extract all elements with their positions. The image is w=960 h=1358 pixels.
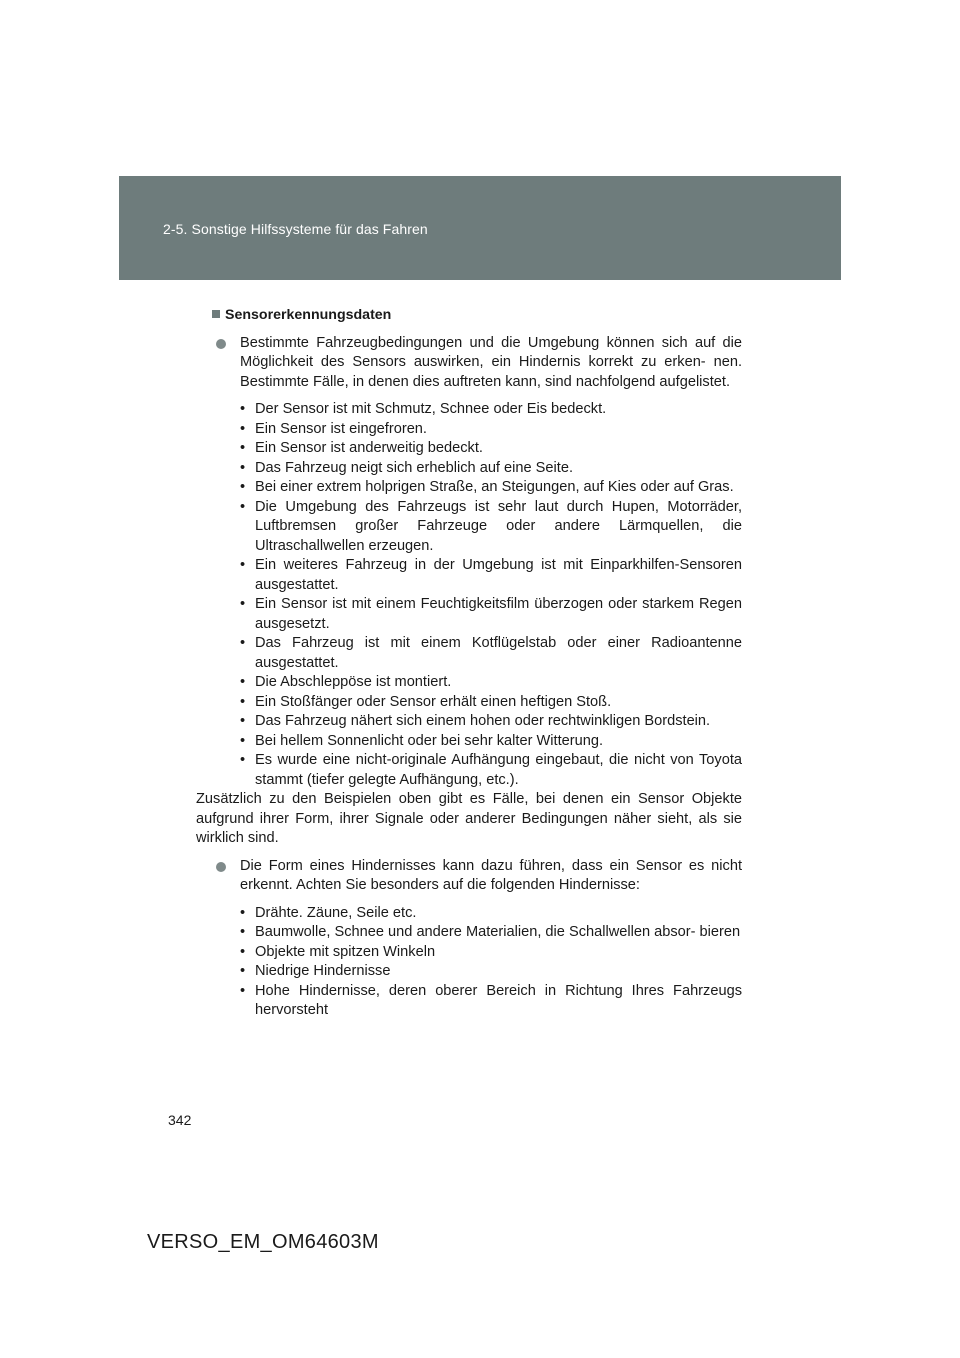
circle-item-2 xyxy=(216,857,742,896)
bullet-item-text: Es wurde eine nicht-originale Aufhängung eingebaut, die nicht von Toyota stammt (tiefer gelegte Aufhängung, etc.). xyxy=(255,752,742,788)
bullet-item xyxy=(240,923,742,943)
section-title: 2-5. Sonstige Hilfssysteme für das Fahren xyxy=(163,221,428,237)
document-code: VERSO_EM_OM64603M xyxy=(147,1231,379,1253)
bullet-dot-icon: • xyxy=(240,752,246,768)
bullet-item xyxy=(240,400,742,420)
bullet-item xyxy=(240,439,742,459)
bullet-dot-icon: • xyxy=(240,943,246,960)
bullet-dot-icon: • xyxy=(240,904,246,921)
bullet-dot-icon: • xyxy=(240,963,246,979)
bullet-item xyxy=(240,498,742,557)
bullet-item xyxy=(240,982,742,1021)
bullet-item-text: Ein Sensor ist anderweitig bedeckt. xyxy=(255,440,483,456)
bullet-dot-icon: • xyxy=(240,420,246,437)
bullet-dot-icon: • xyxy=(240,713,246,729)
circle-item-1-text: Bestimmte Fahrzeugbedingungen und die Umgebung können sich auf die Möglichkeit des Sensors auswirken, ein Hindernis korrekt zu erken- nen. Bestimmte Fälle, in denen dies auftreten kann, sind nachfolgend aufgelistet. xyxy=(240,334,742,390)
bullet-item-text: Ein weiteres Fahrzeug in der Umgebung ist mit Einparkhilfen-Sensoren ausgestattet. xyxy=(255,557,742,593)
page-number: 342 xyxy=(168,1112,192,1128)
bullet-item-text: Ein Stoßfänger oder Sensor erhält einen heftigen Stoß. xyxy=(255,693,612,710)
circle-item-1 xyxy=(216,334,742,393)
bullet-dot-icon: • xyxy=(240,498,246,515)
main-content xyxy=(196,306,742,1021)
bullet-dot-icon: • xyxy=(240,982,246,999)
bullet-item xyxy=(240,673,742,693)
bullet-item-text: Ein Sensor ist eingefroren. xyxy=(255,420,427,437)
bullet-item xyxy=(240,595,742,634)
subsection-heading xyxy=(212,306,742,326)
bullet-dot-icon: • xyxy=(240,674,246,690)
header-band xyxy=(119,176,841,280)
bullet-dot-icon: • xyxy=(240,557,246,573)
bullet-dot-icon: • xyxy=(240,479,246,495)
square-bullet-icon xyxy=(212,310,220,318)
bullet-item xyxy=(240,732,742,752)
bullet-item xyxy=(240,556,742,595)
bullet-dot-icon: • xyxy=(240,401,246,417)
bullet-item xyxy=(240,634,742,673)
bullet-item xyxy=(240,962,742,982)
bullet-item-text: Der Sensor ist mit Schmutz, Schnee oder Eis bedeckt. xyxy=(255,401,607,417)
bullet-dot-icon: • xyxy=(240,459,246,476)
bullet-item-text: Ein Sensor ist mit einem Feuchtigkeitsfilm überzogen oder starkem Regen ausgesetzt. xyxy=(255,596,742,632)
bullet-list-2 xyxy=(240,904,742,1021)
bullet-item xyxy=(240,478,742,498)
bullet-item-text: Bei hellem Sonnenlicht oder bei sehr kalter Witterung. xyxy=(255,732,603,749)
bullet-item xyxy=(240,751,742,790)
bullet-item-text: Das Fahrzeug neigt sich erheblich auf eine Seite. xyxy=(255,459,574,476)
circle-item-2-text: Die Form eines Hindernisses kann dazu führen, dass ein Sensor es nicht erkennt. Achten Sie besonders auf die folgenden Hindernisse: xyxy=(240,857,742,893)
bullet-item xyxy=(240,712,742,732)
bullet-dot-icon: • xyxy=(240,635,246,651)
bullet-item xyxy=(240,943,742,963)
bullet-item-text: Die Umgebung des Fahrzeugs ist sehr laut durch Hupen, Motorräder, Luftbremsen großer Fahrzeuge oder andere Lärmquellen, die Ultraschallwellen erzeugen. xyxy=(255,498,742,554)
bullet-item-text: Drähte. Zäune, Seile etc. xyxy=(255,904,417,921)
note-paragraph: Zusätzlich zu den Beispielen oben gibt es Fälle, bei denen ein Sensor Objekte aufgrund ihrer Form, ihrer Signale oder anderer Bedingungen näher sieht, als sie wirklich sind. xyxy=(196,791,742,846)
bullet-dot-icon: • xyxy=(240,732,246,749)
bullet-item-text: Niedrige Hindernisse xyxy=(255,963,391,979)
bullet-item xyxy=(240,693,742,713)
bullet-list-1 xyxy=(240,400,742,790)
bullet-item-text: Objekte mit spitzen Winkeln xyxy=(255,943,436,960)
bullet-item-text: Hohe Hindernisse, deren oberer Bereich in Richtung Ihres Fahrzeugs hervorsteht xyxy=(255,982,742,1018)
bullet-item-text: Das Fahrzeug ist mit einem Kotflügelstab oder einer Radioantenne ausgestattet. xyxy=(255,635,742,671)
bullet-item xyxy=(240,459,742,479)
bullet-dot-icon: • xyxy=(240,924,246,940)
circle-bullet-icon xyxy=(216,339,226,349)
bullet-dot-icon: • xyxy=(240,440,246,456)
circle-bullet-icon xyxy=(216,862,226,872)
subsection-heading-text: Sensorerkennungsdaten xyxy=(225,307,392,323)
bullet-item-text: Bei einer extrem holprigen Straße, an Steigungen, auf Kies oder auf Gras. xyxy=(255,479,734,495)
bullet-item-text: Die Abschleppöse ist montiert. xyxy=(255,674,452,690)
bullet-item xyxy=(240,420,742,440)
bullet-item xyxy=(240,904,742,924)
bullet-item-text: Das Fahrzeug nähert sich einem hohen oder rechtwinkligen Bordstein. xyxy=(255,713,711,729)
bullet-dot-icon: • xyxy=(240,693,246,710)
bullet-dot-icon: • xyxy=(240,596,246,612)
bullet-item-text: Baumwolle, Schnee und andere Materialien, die Schallwellen absor- bieren xyxy=(255,924,741,940)
